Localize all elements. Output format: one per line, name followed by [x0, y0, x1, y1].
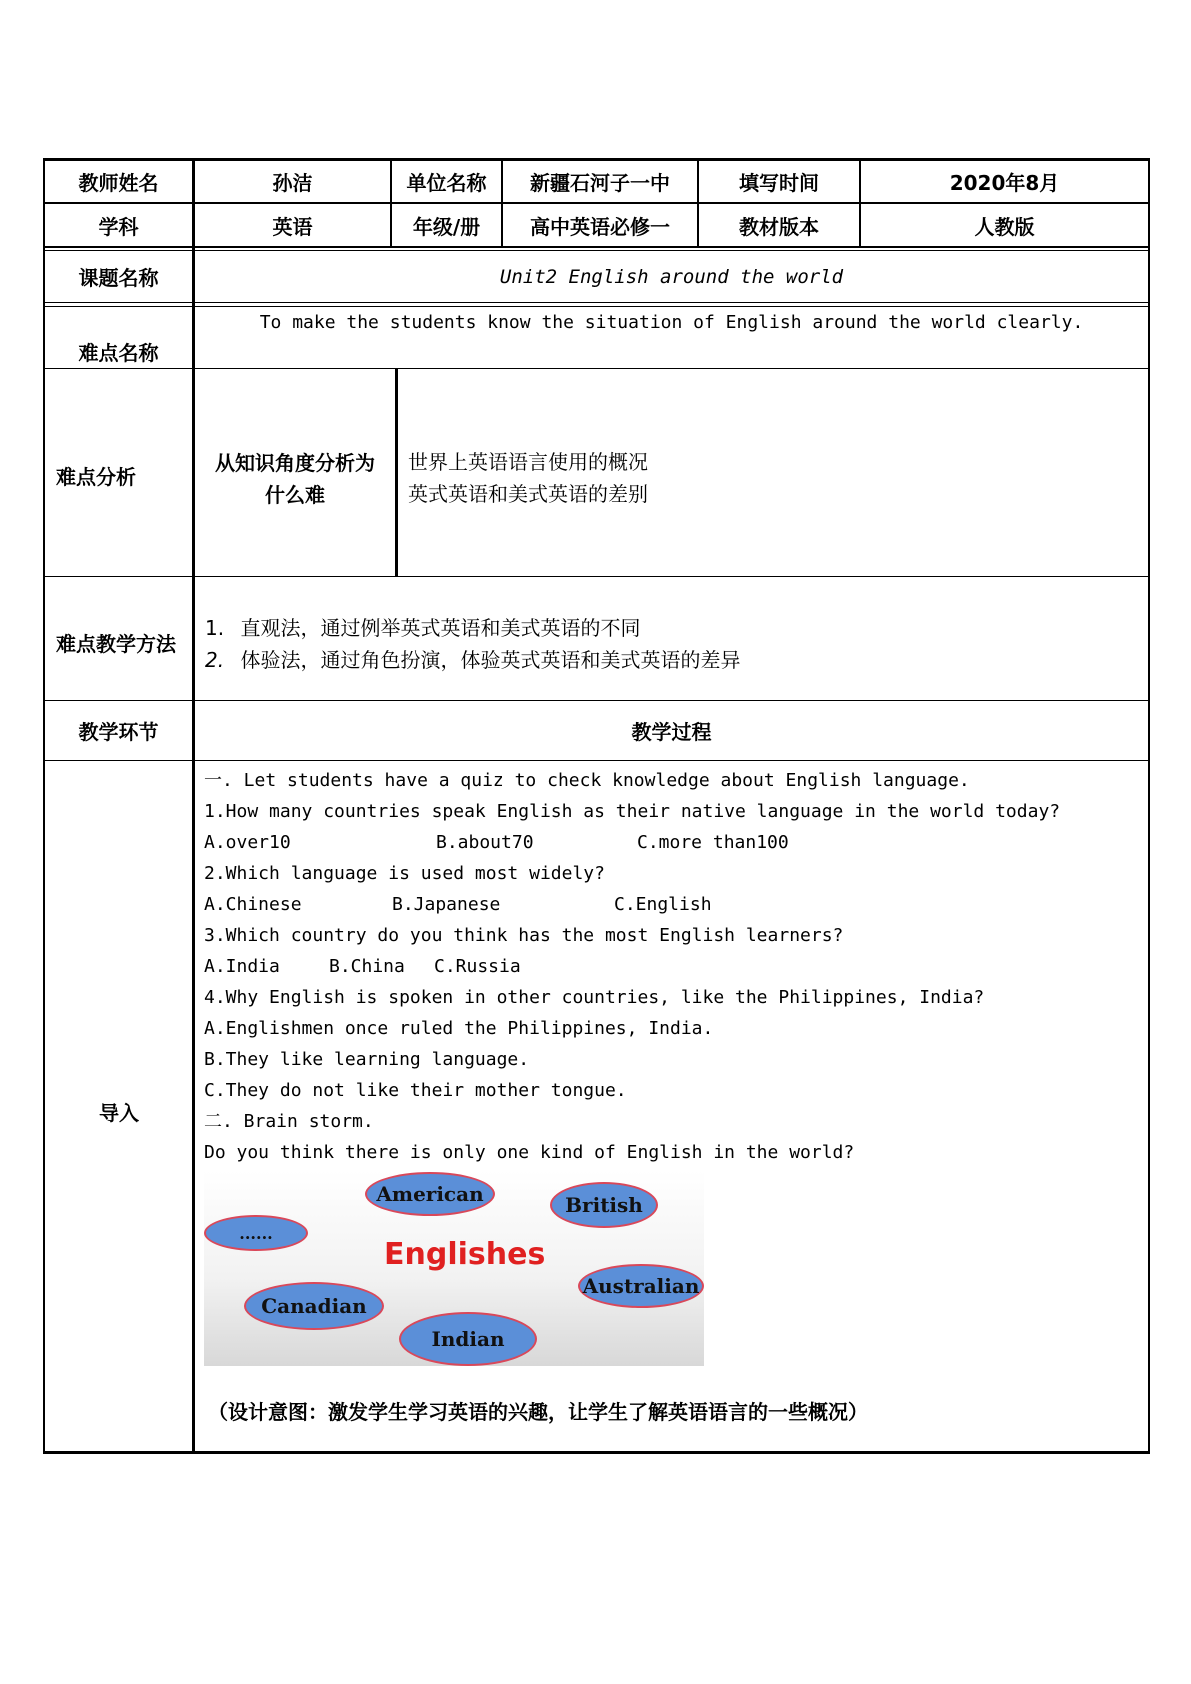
quiz-question: 3.Which country do you think has the most English learners? — [204, 925, 844, 946]
bubble-british: British — [550, 1182, 658, 1228]
quiz-section-heading: 一. Let students have a quiz to check knowledge about English language. — [204, 770, 970, 791]
quiz-question: 4.Why English is spoken in other countries, like the Philippines, India? — [204, 987, 985, 1008]
analysis-line: 世界上英语语言使用的概况 — [408, 450, 648, 474]
row-divider — [43, 306, 1150, 307]
quiz-option: B.China — [329, 956, 405, 977]
quiz-option: A.over10 — [204, 832, 291, 853]
quiz-question: 1.How many countries speak English as their native language in the world today? — [204, 801, 1061, 822]
quiz-option: B.Japanese — [392, 894, 501, 915]
method-item-text: 直观法，通过例举英式英语和美式英语的不同 — [240, 616, 641, 640]
quiz-option: C.English — [614, 894, 712, 915]
quiz-options — [204, 951, 1104, 982]
bubble-australian: Australian — [578, 1264, 704, 1308]
fill-date-value: 2020年8月 — [949, 171, 1060, 195]
quiz-options — [204, 889, 1104, 920]
method-label: 难点教学方法 — [56, 632, 176, 656]
topic-label: 课题名称 — [78, 266, 159, 290]
analysis-column-divider — [395, 368, 398, 577]
edition-value: 人教版 — [974, 214, 1035, 239]
intro-label: 导入 — [99, 1101, 139, 1125]
analysis-line: 英式英语和美式英语的差别 — [408, 482, 648, 506]
diagram-center-label: Englishes — [384, 1237, 546, 1272]
bubble-indian: Indian — [399, 1312, 537, 1366]
method-item-text: 体验法，通过角色扮演，体验英式英语和美式英语的差异 — [240, 648, 741, 672]
method-item-number: 2. — [205, 648, 225, 672]
quiz-option: B.They like learning language. — [204, 1049, 530, 1070]
unit-name-value: 新疆石河子一中 — [530, 171, 670, 195]
process-header-value: 教学过程 — [631, 720, 712, 744]
unit-name-label: 单位名称 — [406, 171, 487, 195]
grade-value: 高中英语必修一 — [530, 214, 670, 239]
topic-value: Unit2 English around the world — [499, 265, 844, 288]
quiz-option: A.India — [204, 956, 280, 977]
difficulty-value: To make the students know the situation of English around the world clearly. — [259, 312, 1084, 333]
method-item — [205, 644, 740, 676]
table-border-right — [1148, 158, 1150, 1454]
brainstorm-question: Do you think there is only one kind of English in the world? — [204, 1142, 855, 1163]
fill-date-label: 填写时间 — [739, 171, 819, 195]
subject-value: 英语 — [272, 214, 313, 239]
analysis-sub-label-line1: 从知识角度分析为 — [215, 451, 375, 475]
row-divider — [43, 302, 1150, 303]
method-list — [205, 612, 740, 676]
row-divider — [43, 576, 1150, 577]
quiz-options — [204, 827, 1104, 858]
quiz-option: A.Englishmen once ruled the Philippines, India. — [204, 1018, 714, 1039]
bubble-american: American — [365, 1172, 495, 1216]
quiz-question: 2.Which language is used most widely? — [204, 863, 605, 884]
quiz-option: C.more than100 — [637, 832, 789, 853]
quiz-option: B.about70 — [436, 832, 534, 853]
analysis-sub-label-line2: 什么难 — [265, 483, 325, 507]
analysis-sub-label — [195, 447, 395, 511]
label-column-divider — [192, 158, 195, 1454]
teacher-name-label: 教师姓名 — [78, 171, 159, 195]
table-border-bottom — [43, 1451, 1150, 1454]
method-item — [205, 612, 740, 644]
analysis-content — [408, 446, 648, 510]
quiz-option: A.Chinese — [204, 894, 302, 915]
englishes-diagram — [204, 1170, 704, 1366]
row-divider — [43, 760, 1150, 761]
method-item-number: 1. — [205, 616, 225, 640]
row-divider — [43, 368, 1150, 369]
bubble-ellipsis: ...... — [204, 1215, 308, 1251]
brainstorm-heading: 二. Brain storm. — [204, 1111, 374, 1132]
bubble-canadian: Canadian — [244, 1282, 384, 1330]
quiz-option: C.Russia — [434, 956, 521, 977]
difficulty-label: 难点名称 — [78, 341, 159, 365]
edition-label: 教材版本 — [739, 214, 819, 239]
analysis-label: 难点分析 — [56, 465, 136, 489]
grade-label: 年级/册 — [412, 214, 481, 239]
subject-label: 学科 — [98, 214, 139, 239]
design-intent-note: （设计意图：激发学生学习英语的兴趣，让学生了解英语语言的一些概况） — [208, 1400, 868, 1424]
quiz-option: C.They do not like their mother tongue. — [204, 1080, 627, 1101]
process-stage-label: 教学环节 — [78, 720, 159, 744]
teacher-name-value: 孙洁 — [272, 171, 313, 195]
row-divider — [43, 246, 1150, 248]
